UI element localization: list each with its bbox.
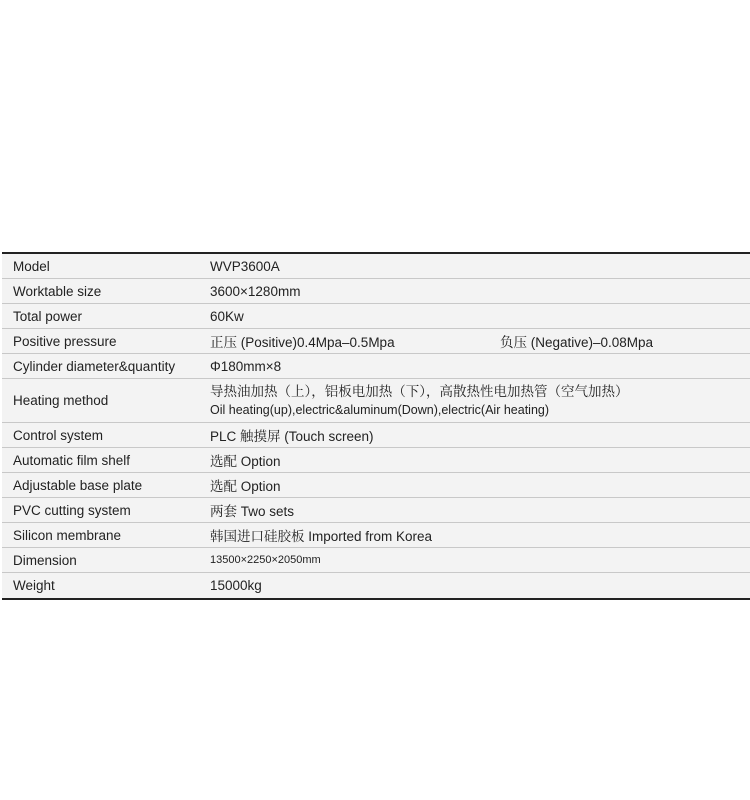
row-label: Automatic film shelf [13, 452, 131, 468]
row-label: Silicon membrane [13, 527, 122, 543]
row-value: 选配 Option [210, 454, 281, 469]
row-label: Adjustable base plate [13, 477, 143, 493]
row-value: 15000kg [210, 578, 262, 593]
row-value: 60Kw [210, 308, 244, 324]
table-row [2, 379, 750, 423]
table-row [2, 354, 750, 379]
row-label: Dimension [13, 552, 77, 568]
row-value: WVP3600A [210, 258, 280, 274]
row-value: 13500×2250×2050mm [210, 554, 321, 566]
table-row [2, 523, 750, 548]
row-value: 3600×1280mm [210, 283, 301, 299]
positive-pressure-value: 正压 (Positive)0.4Mpa–0.5Mpa [210, 335, 395, 350]
row-label: Control system [13, 427, 104, 443]
table-row [2, 329, 750, 354]
table-row [2, 423, 750, 448]
row-value: 两套 Two sets [210, 504, 295, 519]
row-value: 选配 Option [210, 479, 281, 494]
row-value: 韩国进口硅胶板 Imported from Korea [210, 529, 433, 544]
table-row [2, 279, 750, 304]
row-label: PVC cutting system [13, 502, 131, 518]
table-row [2, 254, 750, 279]
row-value [198, 379, 750, 422]
row-label: Model [13, 258, 50, 274]
row-label: Weight [13, 578, 55, 593]
table-row [2, 304, 750, 329]
table-row [2, 498, 750, 523]
row-label: Positive pressure [13, 333, 117, 349]
negative-pressure-value: 负压 (Negative)–0.08Mpa [500, 335, 654, 350]
table-row [2, 448, 750, 473]
table-row [2, 473, 750, 498]
heating-method-chinese: 导热油加热（上），铝板电加热（下），高散热性电加热管（空气加热） [210, 383, 629, 399]
row-value: PLC 触摸屏 (Touch screen) [210, 429, 374, 444]
table-row [2, 573, 750, 598]
heating-method-english: Oil heating(up),electric&aluminum(Down),electric(Air heating) [210, 402, 550, 417]
row-label: Heating method [13, 393, 109, 408]
spec-table [2, 252, 750, 600]
row-label: Total power [13, 308, 83, 324]
table-row [2, 548, 750, 573]
row-label: Worktable size [13, 283, 102, 299]
row-value: Φ180mm×8 [210, 358, 282, 374]
row-value [198, 329, 750, 353]
row-label: Cylinder diameter&quantity [13, 358, 176, 374]
